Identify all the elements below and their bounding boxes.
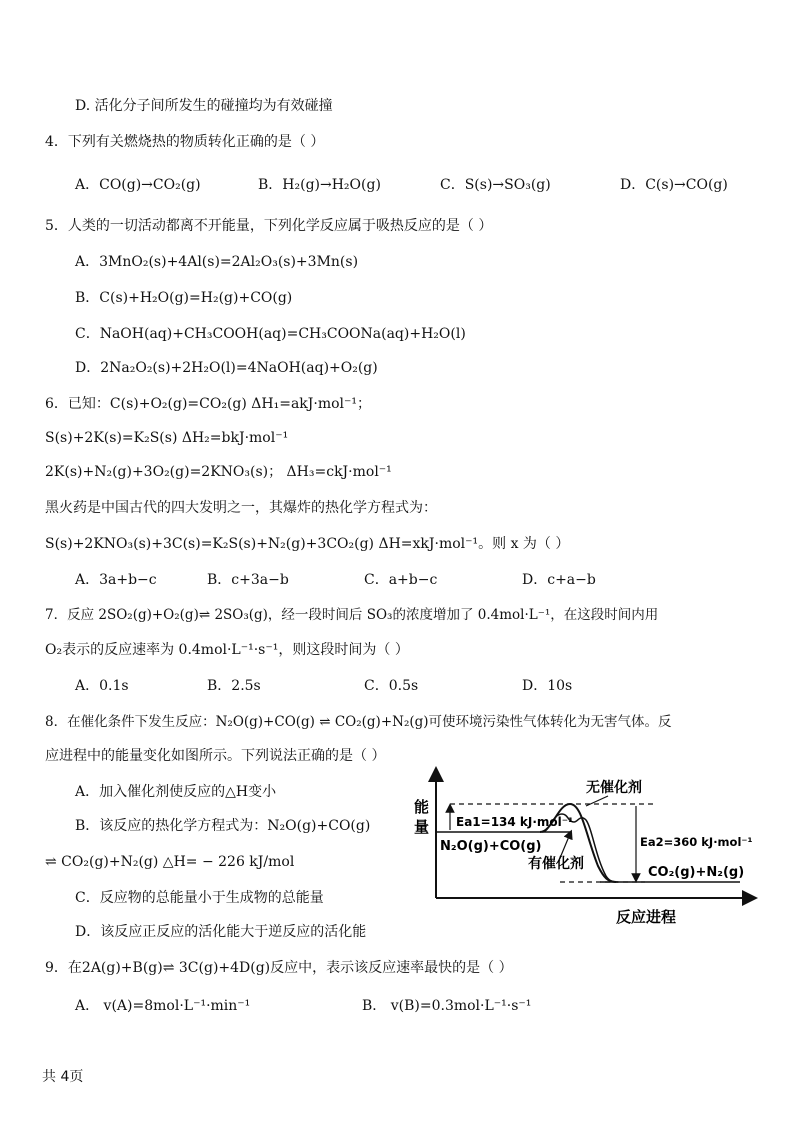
q8-option-b: B．该反应的热化学方程式为：N₂O(g)+CO(g)	[75, 818, 371, 834]
q4-option-c: C．S(s)→SO₃(g)	[440, 177, 551, 193]
page-count: 共 4页	[42, 1069, 84, 1085]
label-ea2: Ea2=360 kJ·mol⁻¹	[640, 835, 753, 849]
energy-diagram	[410, 766, 770, 936]
q8-option-d: D．该反应正反应的活化能大于逆反应的活化能	[75, 924, 367, 940]
q7-line1: 7．反应 2SO₂(g)+O₂(g)⇌ 2SO₃(g)，经一段时间后 SO₃的浓度增加了 0.4mol·L⁻¹，在这段时间内用	[45, 607, 659, 623]
label-with-catalyst: 有催化剂	[528, 856, 584, 872]
q8-option-c: C．反应物的总能量小于生成物的总能量	[75, 890, 324, 906]
q6-line4: 黑火药是中国古代的四大发明之一，其爆炸的热化学方程式为：	[45, 500, 437, 516]
label-products: CO₂(g)+N₂(g)	[648, 865, 745, 880]
q7-line2: O₂表示的反应速率为 0.4mol·L⁻¹·s⁻¹，则这段时间为（ ）	[45, 642, 409, 658]
q7-option-b: B．2.5s	[207, 678, 261, 694]
q8-option-a: A．加入催化剂使反应的△H变小	[75, 784, 277, 800]
q7-option-a: A．0.1s	[75, 678, 129, 694]
q5-option-c: C．NaOH(aq)+CH₃COOH(aq)=CH₃COONa(aq)+H₂O(l)	[75, 326, 466, 342]
q7-option-d: D．10s	[522, 678, 573, 694]
x-label: 反应进程	[616, 908, 677, 926]
q3-option-d: D. 活化分子间所发生的碰撞均为有效碰撞	[75, 98, 333, 114]
q6-line5: S(s)+2KNO₃(s)+3C(s)=K₂S(s)+N₂(g)+3CO₂(g) ΔH=xkJ·mol⁻¹。则 x 为（ ）	[45, 536, 570, 552]
y-label-2: 量	[414, 818, 430, 836]
q9-stem: 9．在2A(g)+B(g)⇌ 3C(g)+4D(g)反应中，表示该反应速率最快的是（ ）	[45, 960, 513, 976]
q6-line1: 6．已知：C(s)+O₂(g)=CO₂(g) ΔH₁=akJ·mol⁻¹；	[45, 396, 372, 412]
q4-option-a: A．CO(g)→CO₂(g)	[75, 177, 201, 193]
label-reactants: N₂O(g)+CO(g)	[440, 839, 542, 854]
q4-option-d: D．C(s)→CO(g)	[620, 177, 728, 193]
catalyst-pointer	[560, 834, 570, 858]
q6-option-b: B．c+3a−b	[207, 572, 289, 588]
q9-option-a: A． v(A)=8mol·L⁻¹·min⁻¹	[75, 998, 251, 1014]
q8-option-b-cont: ⇌ CO₂(g)+N₂(g) △H= − 226 kJ/mol	[45, 854, 295, 870]
q9-option-b: B． v(B)=0.3mol·L⁻¹·s⁻¹	[362, 998, 532, 1014]
q4-option-b: B．H₂(g)→H₂O(g)	[258, 177, 381, 193]
q7-option-c: C．0.5s	[364, 678, 419, 694]
q5-option-b: B．C(s)+H₂O(g)=H₂(g)+CO(g)	[75, 290, 293, 306]
q6-option-c: C．a+b−c	[364, 572, 438, 588]
q6-line3: 2K(s)+N₂(g)+3O₂(g)=2KNO₃(s)； ΔH₃=ckJ·mol⁻¹	[45, 464, 392, 480]
q5-option-a: A．3MnO₂(s)+4Al(s)=2Al₂O₃(s)+3Mn(s)	[75, 254, 359, 270]
q4-stem: 4．下列有关燃烧热的物质转化正确的是（ ）	[45, 134, 325, 150]
y-label-1: 能	[414, 798, 430, 816]
label-ea1: Ea1=134 kJ·mol⁻¹	[456, 815, 574, 829]
q5-stem: 5．人类的一切活动都离不开能量，下列化学反应属于吸热反应的是（ ）	[45, 218, 493, 234]
q8-line2: 应进程中的能量变化如图所示。下列说法正确的是（ ）	[45, 748, 386, 764]
energy-diagram-svg	[410, 766, 770, 936]
q6-option-a: A．3a+b−c	[75, 572, 157, 588]
q8-line1: 8．在催化条件下发生反应：N₂O(g)+CO(g) ⇌ CO₂(g)+N₂(g)可使环境污染性气体转化为无害气体。反	[45, 714, 672, 730]
q6-line2: S(s)+2K(s)=K₂S(s) ΔH₂=bkJ·mol⁻¹	[45, 430, 289, 446]
q5-option-d: D．2Na₂O₂(s)+2H₂O(l)=4NaOH(aq)+O₂(g)	[75, 360, 378, 376]
q6-option-d: D．c+a−b	[522, 572, 596, 588]
label-no-catalyst: 无催化剂	[586, 780, 642, 796]
